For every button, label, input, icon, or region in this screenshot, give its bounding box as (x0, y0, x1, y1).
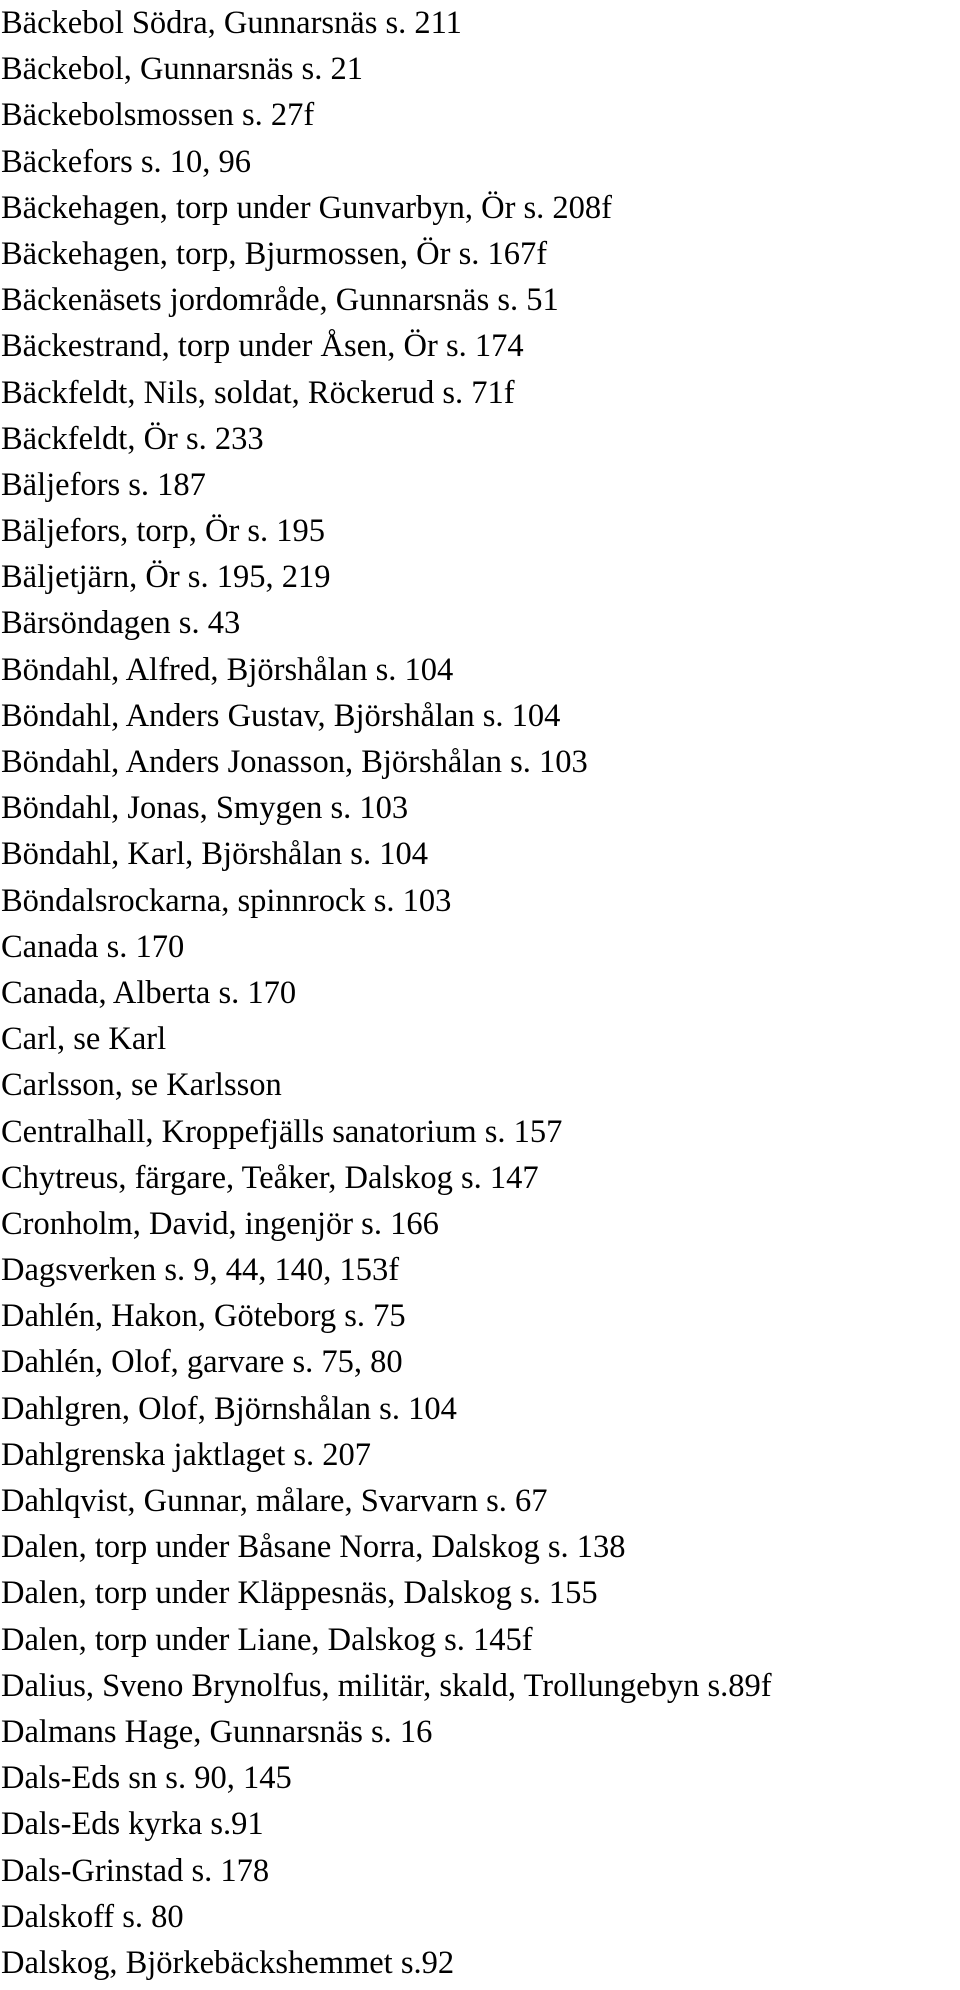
index-entry: Dagsverken s. 9, 44, 140, 153f (1, 1252, 400, 1289)
index-entry: Böndahl, Alfred, Björshålan s. 104 (1, 651, 454, 688)
index-entry: Dalmans Hage, Gunnarsnäs s. 16 (1, 1713, 433, 1750)
index-entry: Böndahl, Anders Jonasson, Björshålan s. 103 (1, 744, 588, 780)
index-entry: Dals-Eds sn s. 90, 145 (1, 1760, 292, 1797)
index-entry: Bäckenäsets jordområde, Gunnarsnäs s. 51 (1, 282, 559, 319)
index-entry: Böndahl, Anders Gustav, Björshålan s. 104 (1, 697, 561, 734)
index-entry: Bäckehagen, torp, Bjurmossen, Ör s. 167f (1, 235, 548, 272)
index-entry: Bäckestrand, torp under Åsen, Ör s. 174 (1, 328, 524, 365)
index-entry: Dalskog, Björkebäckshemmet s.92 (1, 1944, 455, 1981)
index-entry: Dahlgren, Olof, Björnshålan s. 104 (1, 1390, 457, 1427)
index-entry: Bäckebolsmossen s. 27f (1, 97, 315, 134)
index-entry: Dahlén, Hakon, Göteborg s. 75 (1, 1298, 406, 1335)
index-entry: Böndahl, Karl, Björshålan s. 104 (1, 836, 428, 873)
index-entry: Bäckehagen, torp under Gunvarbyn, Ör s. 208f (1, 189, 613, 226)
index-entry: Bärsöndagen s. 43 (1, 605, 241, 642)
index-entry: Dahlén, Olof, garvare s. 75, 80 (1, 1344, 403, 1381)
index-entry: Chytreus, färgare, Teåker, Dalskog s. 147 (1, 1159, 539, 1196)
index-entry: Dals-Eds kyrka s.91 (1, 1806, 264, 1843)
index-entry: Carlsson, se Karlsson (1, 1067, 282, 1104)
index-entry: Centralhall, Kroppefjälls sanatorium s. 157 (1, 1113, 563, 1150)
index-entry: Dalen, torp under Liane, Dalskog s. 145f (1, 1621, 533, 1658)
index-list (0, 4, 960, 1990)
index-entry: Dalius, Sveno Brynolfus, militär, skald, Trollungebyn s.89f (1, 1667, 772, 1704)
index-entry: Cronholm, David, ingenjör s. 166 (1, 1205, 439, 1242)
index-entry: Dals-Grinstad s. 178 (1, 1852, 270, 1889)
index-entry: Dalen, torp under Båsane Norra, Dalskog s. 138 (1, 1529, 626, 1566)
index-entry: Bäckfeldt, Ör s. 233 (1, 420, 264, 457)
index-entry: Canada, Alberta s. 170 (1, 974, 297, 1011)
index-entry: Bäckefors s. 10, 96 (1, 143, 252, 180)
index-entry: Dahlqvist, Gunnar, målare, Svarvarn s. 67 (1, 1483, 548, 1519)
index-entry: Bäljefors, torp, Ör s. 195 (1, 513, 326, 550)
index-entry: Dahlgrenska jaktlaget s. 207 (1, 1436, 372, 1473)
index-entry: Bäljetjärn, Ör s. 195, 219 (1, 559, 331, 596)
index-entry: Canada s. 170 (1, 928, 185, 965)
index-entry: Bäljefors s. 187 (1, 466, 206, 503)
index-entry: Bäckfeldt, Nils, soldat, Röckerud s. 71f (1, 374, 515, 411)
index-entry: Dalen, torp under Kläppesnäs, Dalskog s. 155 (1, 1575, 598, 1612)
index-entry: Böndalsrockarna, spinnrock s. 103 (1, 882, 452, 919)
index-entry: Dalskoff s. 80 (1, 1898, 184, 1935)
index-entry: Böndahl, Jonas, Smygen s. 103 (1, 790, 409, 827)
index-entry: Carl, se Karl (1, 1021, 167, 1058)
index-entry: Bäckebol Södra, Gunnarsnäs s. 211 (1, 5, 462, 41)
index-entry: Bäckebol, Gunnarsnäs s. 21 (1, 51, 363, 88)
